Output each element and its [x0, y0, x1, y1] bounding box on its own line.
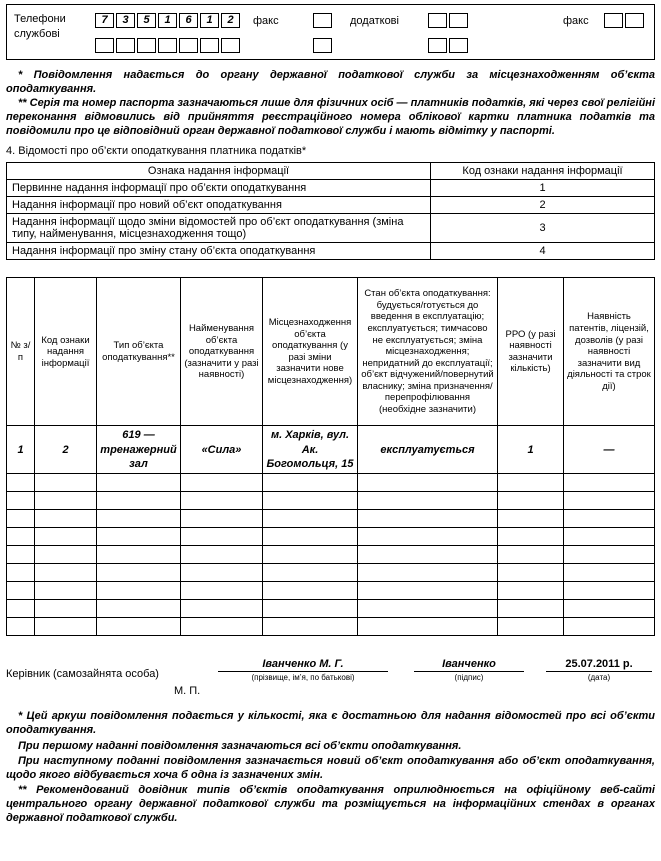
objects-table [6, 277, 655, 636]
empty-cell [7, 618, 35, 636]
info-label: Надання інформації щодо зміни відомостей про об’єкт оподаткування (зміна типу, найменування, місцезнаходження тощо) [7, 214, 431, 243]
handwritten-signature: Іванченко [414, 658, 524, 672]
empty-cell [7, 510, 35, 528]
empty-cell [263, 510, 358, 528]
fill-box [179, 38, 198, 53]
empty-cell [181, 564, 263, 582]
info-header-row [7, 163, 655, 180]
empty-cell [498, 600, 564, 618]
phone-digit-box: 1 [158, 13, 177, 28]
objects-empty-row [7, 492, 655, 510]
fill-box [449, 13, 468, 28]
fill-box [116, 38, 135, 53]
signer-role-label: Керівник (самозайнята особа) [6, 668, 159, 681]
empty-cell [498, 564, 564, 582]
empty-cell [7, 546, 35, 564]
empty-cell [498, 528, 564, 546]
fill-box [95, 38, 114, 53]
phone-number-boxes-row2 [95, 38, 242, 53]
cell-licenses: — [564, 426, 655, 474]
col-header-info-code: Код ознаки надання інформації [35, 278, 97, 426]
cell-location: м. Харків, вул. Ак. Богомольця, 15 [263, 426, 358, 474]
info-header-right: Код ознаки надання інформації [431, 163, 655, 180]
phone-digit-box: 3 [116, 13, 135, 28]
empty-cell [564, 600, 655, 618]
signer-full-name: Іванченко М. Г. [218, 658, 388, 672]
empty-cell [7, 564, 35, 582]
empty-cell [35, 492, 97, 510]
fill-box [158, 38, 177, 53]
empty-cell [498, 492, 564, 510]
fax2-boxes [604, 13, 646, 28]
name-caption: (прізвище, ім’я, по батькові) [251, 673, 355, 683]
footnote-passport: ** Серія та номер паспорта зазначаються лише для фізичних осіб — платників податків, які через свої релігійні переконання відмовились від прийняття реєстраційного номера облікової картки платника податків та повідомили про це відповідний орган державної податкової служби і мають відмітку у паспорті. [6, 97, 655, 138]
empty-cell [97, 600, 181, 618]
bottom-footnotes [6, 709, 655, 825]
cell-object-type: 619 — тренажерний зал [97, 426, 181, 474]
info-code: 1 [431, 180, 655, 197]
col-header-num: № з/п [7, 278, 35, 426]
cell-info-code: 2 [35, 426, 97, 474]
empty-cell [263, 546, 358, 564]
empty-cell [181, 618, 263, 636]
empty-cell [263, 528, 358, 546]
section4-title: 4. Відомості про об’єкти оподаткування платника податків* [6, 145, 307, 158]
empty-cell [358, 600, 498, 618]
empty-cell [181, 474, 263, 492]
objects-empty-row [7, 582, 655, 600]
empty-cell [181, 582, 263, 600]
empty-cell [498, 546, 564, 564]
info-header-left: Ознака надання інформації [7, 163, 431, 180]
info-code: 2 [431, 197, 655, 214]
empty-cell [35, 600, 97, 618]
phones-label: Телефони службові [14, 13, 66, 41]
objects-empty-row [7, 474, 655, 492]
fill-box [449, 38, 468, 53]
fill-box [313, 13, 332, 28]
cell-state: експлуатується [358, 426, 498, 474]
signature-sign-column [414, 658, 524, 682]
empty-cell [7, 528, 35, 546]
top-footnotes [6, 68, 655, 138]
empty-cell [7, 582, 35, 600]
empty-cell [263, 600, 358, 618]
fill-box [137, 38, 156, 53]
info-code: 3 [431, 214, 655, 243]
empty-cell [564, 474, 655, 492]
empty-cell [564, 510, 655, 528]
date-caption: (дата) [587, 673, 611, 683]
empty-cell [97, 564, 181, 582]
phone-digit-box: 7 [95, 13, 114, 28]
empty-cell [263, 474, 358, 492]
footnote-next-submission: При наступному поданні повідомлення зазначається новий об’єкт оподаткування або об’єкт оподаткування, щодо якого відбувається хоча б одна із зазначених змін. [6, 754, 655, 781]
empty-cell [498, 474, 564, 492]
objects-table-body [7, 426, 655, 636]
empty-cell [358, 618, 498, 636]
col-header-object-name: Найменування об’єкта оподаткування (зазначити у разі наявності) [181, 278, 263, 426]
info-label: Надання інформації про новий об’єкт оподаткування [7, 197, 431, 214]
objects-header-row [7, 278, 655, 426]
empty-cell [358, 474, 498, 492]
signature-date: 25.07.2011 р. [546, 658, 652, 672]
col-header-licenses: Наявність патентів, ліцензій, дозволів (у разі наявності зазначити вид діяльності та строк дії) [564, 278, 655, 426]
col-header-location: Місцезнаходження об’єкта оподаткування (у разі зміни зазначити нове місцезнаходження) [263, 278, 358, 426]
empty-cell [97, 546, 181, 564]
phone-number-boxes [95, 13, 242, 28]
empty-cell [564, 564, 655, 582]
empty-cell [35, 582, 97, 600]
empty-cell [358, 492, 498, 510]
empty-cell [358, 582, 498, 600]
empty-cell [498, 618, 564, 636]
empty-cell [181, 528, 263, 546]
empty-cell [498, 582, 564, 600]
empty-cell [35, 474, 97, 492]
objects-empty-row [7, 564, 655, 582]
empty-cell [498, 510, 564, 528]
additional-boxes-row2 [428, 38, 470, 53]
empty-cell [263, 564, 358, 582]
cell-object-name: «Сила» [181, 426, 263, 474]
signature-name-column [218, 658, 388, 682]
info-label: Первинне надання інформації про об’єкти оподаткування [7, 180, 431, 197]
cell-rro: 1 [498, 426, 564, 474]
fill-box [313, 38, 332, 53]
info-row [7, 214, 655, 243]
info-row [7, 197, 655, 214]
footnote-type-directory: ** Рекомендований довідник типів об’єктів оподаткування оприлюднюється на офіційному веб-сайті центрального органу державної податкової служби та розміщується на інформаційних стендах в органах державної податкової служби. [6, 783, 655, 824]
empty-cell [564, 528, 655, 546]
empty-cell [564, 618, 655, 636]
empty-cell [97, 510, 181, 528]
objects-empty-row [7, 510, 655, 528]
fill-box [604, 13, 623, 28]
empty-cell [35, 546, 97, 564]
additional-label: додаткові [350, 15, 399, 27]
empty-cell [263, 582, 358, 600]
objects-empty-row [7, 618, 655, 636]
info-code: 4 [431, 243, 655, 260]
empty-cell [181, 600, 263, 618]
empty-cell [35, 564, 97, 582]
phones-section [6, 4, 655, 60]
fax-box [313, 13, 334, 28]
empty-cell [35, 618, 97, 636]
empty-cell [564, 546, 655, 564]
additional-boxes [428, 13, 470, 28]
empty-cell [7, 474, 35, 492]
cell-num: 1 [7, 426, 35, 474]
objects-empty-row [7, 528, 655, 546]
sign-caption: (підпис) [454, 673, 484, 683]
phone-digit-box: 5 [137, 13, 156, 28]
empty-cell [35, 510, 97, 528]
phone-digit-box: 6 [179, 13, 198, 28]
col-header-rro: РРО (у разі наявності зазначити кількість) [498, 278, 564, 426]
fill-box [428, 13, 447, 28]
signature-block [6, 658, 655, 682]
info-label: Надання інформації про зміну стану об’єкта оподаткування [7, 243, 431, 260]
empty-cell [564, 492, 655, 510]
fill-box [200, 38, 219, 53]
info-codes-table [6, 162, 655, 260]
footnote-object-location: * Повідомлення надається до органу державної податкової служби за місцезнаходженням об’єкта оподаткування. [6, 69, 655, 96]
empty-cell [97, 528, 181, 546]
footnote-sheet-quantity: * Цей аркуш повідомлення подається у кількості, яка є достатньою для надання відомостей про всі об’єкти оподаткування. [6, 710, 655, 737]
empty-cell [97, 618, 181, 636]
stamp-mark: М. П. [174, 685, 201, 698]
empty-cell [358, 564, 498, 582]
empty-cell [564, 582, 655, 600]
empty-cell [263, 492, 358, 510]
footnote-first-submission: При першому наданні повідомлення зазначаються всі об’єкти оподаткування. [18, 739, 462, 752]
fax2-label: факс [563, 15, 589, 27]
signature-date-column [546, 658, 652, 682]
empty-cell [358, 510, 498, 528]
objects-empty-row [7, 546, 655, 564]
col-header-state: Стан об’єкта оподаткування: будується/готується до введення в експлуатацію; експлуатується; тимчасово не експлуатується; зміна місцезнаходження; непридатний до експлуатації; об’єкт відчужений/повернутий власнику; зміна призначення/перепрофілювання (необхідне зазначити) [358, 278, 498, 426]
col-header-object-type: Тип об’єкта оподаткування** [97, 278, 181, 426]
phone-digit-box: 2 [221, 13, 240, 28]
fax-box-row2 [313, 38, 334, 53]
empty-cell [35, 528, 97, 546]
empty-cell [181, 546, 263, 564]
empty-cell [181, 510, 263, 528]
empty-cell [97, 492, 181, 510]
empty-cell [358, 528, 498, 546]
empty-cell [7, 600, 35, 618]
fill-box [221, 38, 240, 53]
phone-digit-box: 1 [200, 13, 219, 28]
empty-cell [358, 546, 498, 564]
empty-cell [181, 492, 263, 510]
objects-data-row [7, 426, 655, 474]
fax-label: факс [253, 15, 279, 27]
empty-cell [263, 618, 358, 636]
empty-cell [7, 492, 35, 510]
empty-cell [97, 474, 181, 492]
info-row [7, 180, 655, 197]
objects-empty-row [7, 600, 655, 618]
empty-cell [97, 582, 181, 600]
fill-box [625, 13, 644, 28]
info-row [7, 243, 655, 260]
fill-box [428, 38, 447, 53]
